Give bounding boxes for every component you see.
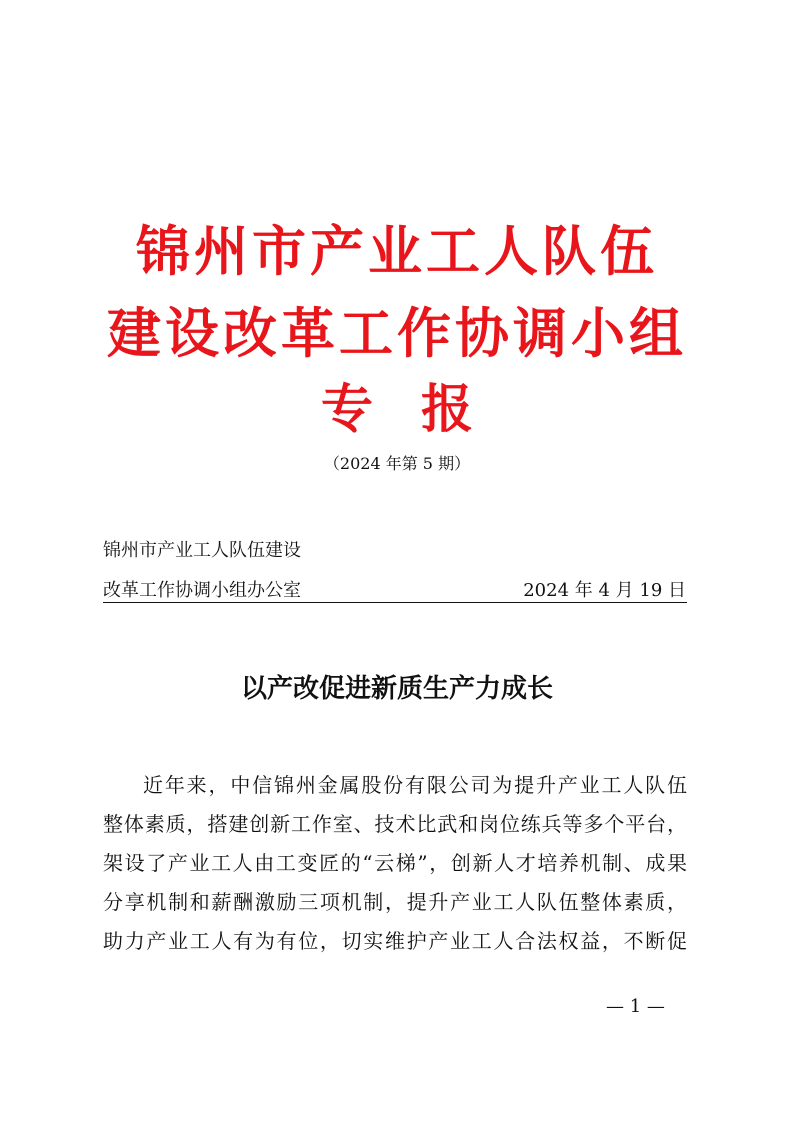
article-body-line: 近年来，中信锦州金属股份有限公司为提升产业工人队伍 xyxy=(143,773,687,797)
article-body-line: 整体素质，搭建创新工作室、技术比武和岗位练兵等多个平台， xyxy=(103,812,687,836)
article-body-line: 架设了产业工人由工变匠的“云梯”，创新人才培养机制、成果 xyxy=(103,851,687,875)
masthead-line-1: 锦州市产业工人队伍 xyxy=(136,219,658,283)
masthead-line-2: 建设改革工作协调小组 xyxy=(107,301,687,365)
header-divider xyxy=(103,602,687,603)
publisher-line-2: 改革工作协调小组办公室 xyxy=(103,580,301,601)
publisher-line-1: 锦州市产业工人队伍建设 xyxy=(103,540,301,561)
masthead-report-label: 专报 xyxy=(320,379,521,440)
publish-date: 2024 年 4 月 19 日 xyxy=(523,580,686,601)
article-body-line: 助力产业工人有为有位，切实维护产业工人合法权益，不断促 xyxy=(103,929,687,953)
page-number: — 1 — xyxy=(606,996,665,1017)
article-body-line: 分享机制和薪酬激励三项机制，提升产业工人队伍整体素质， xyxy=(103,890,687,914)
article-title: 以产改促进新质生产力成长 xyxy=(240,674,553,704)
issue-number: （2024 年第 5 期） xyxy=(323,454,471,473)
